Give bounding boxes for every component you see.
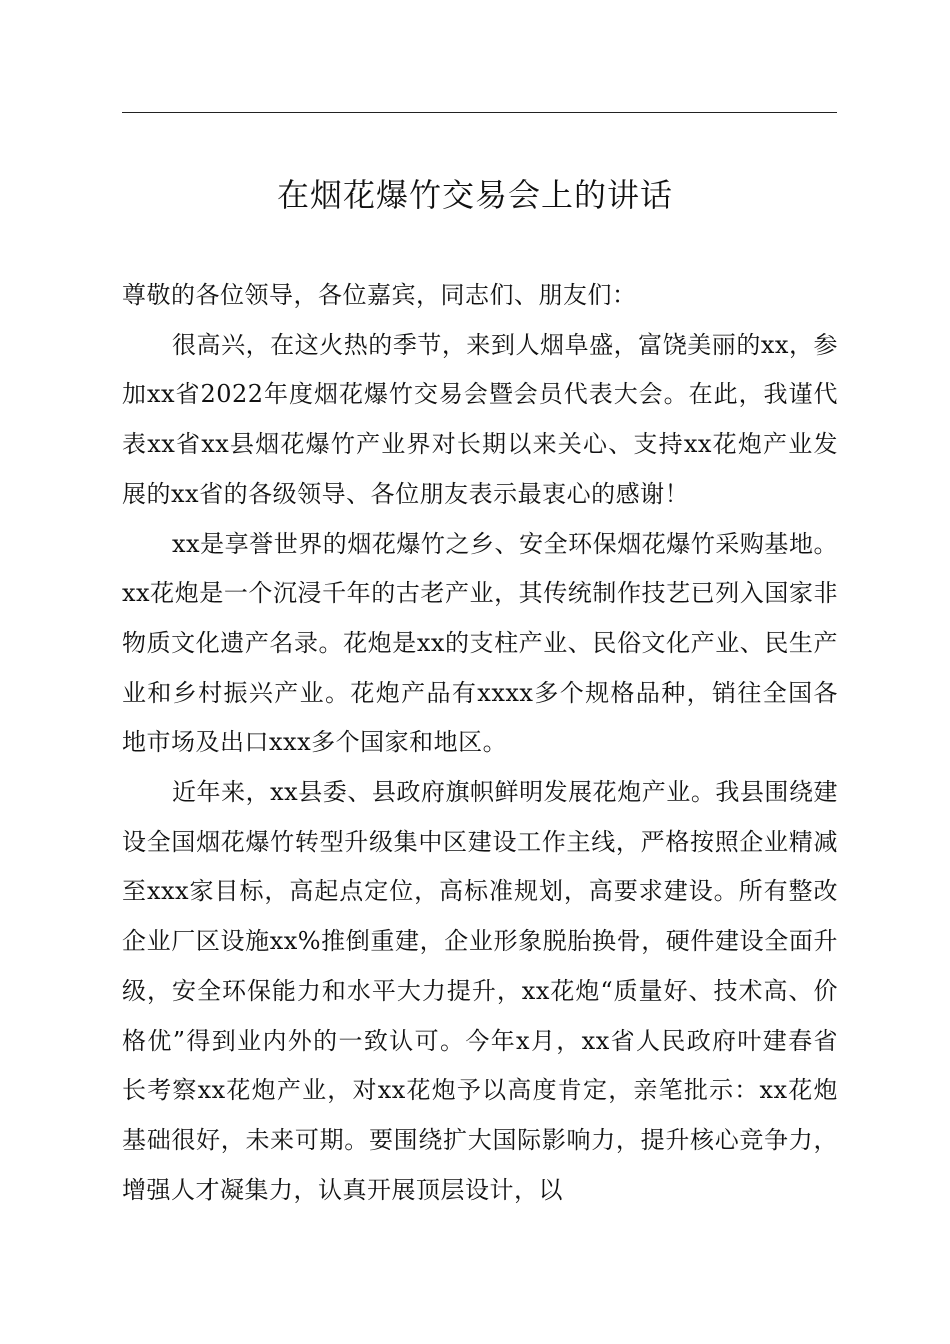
paragraph-1: 很高兴，在这火热的季节，来到人烟阜盛，富饶美丽的xx，参加xx省2022年度烟花爆竹交易会暨会员代表大会。在此，我谨代表xx省xx县烟花爆竹产业界对长期以来关心、支持xx花炮产业发展的xx省的各级领导、各位朋友表示最衷心的感谢！ <box>122 330 838 508</box>
paragraph-2: xx是享誉世界的烟花爆竹之乡、安全环保烟花爆竹采购基地。xx花炮是一个沉浸千年的古老产业，其传统制作技艺已列入国家非物质文化遗产名录。花炮是xx的支柱产业、民俗文化产业、民生产业和乡村振兴产业。花炮产品有xxxx多个规格品种，销往全国各地市场及出口xxx多个国家和地区。 <box>122 529 838 757</box>
salutation: 尊敬的各位领导，各位嘉宾，同志们、朋友们： <box>122 281 637 309</box>
page-title: 在烟花爆竹交易会上的讲话 <box>276 176 673 214</box>
paragraph-3: 近年来，xx县委、县政府旗帜鲜明发展花炮产业。我县围绕建设全国烟花爆竹转型升级集中区建设工作主线，严格按照企业精减至xxx家目标，高起点定位，高标准规划，高要求建设。所有整改企业厂区设施xx%推倒重建，企业形象脱胎换骨，硬件建设全面升级，安全环保能力和水平大力提升，xx花炮“质量好、技术高、价格优”得到业内外的一致认可。今年x月，xx省人民政府叶建春省长考察xx花炮产业，对xx花炮予以高度肯定，亲笔批示：xx花炮基础很好，未来可期。要围绕扩大国际影响力，提升核心竞争力，增强人才凝集力，认真开展顶层设计，以 <box>122 778 838 1204</box>
speech-body <box>122 271 838 1215</box>
header-divider <box>122 112 837 113</box>
